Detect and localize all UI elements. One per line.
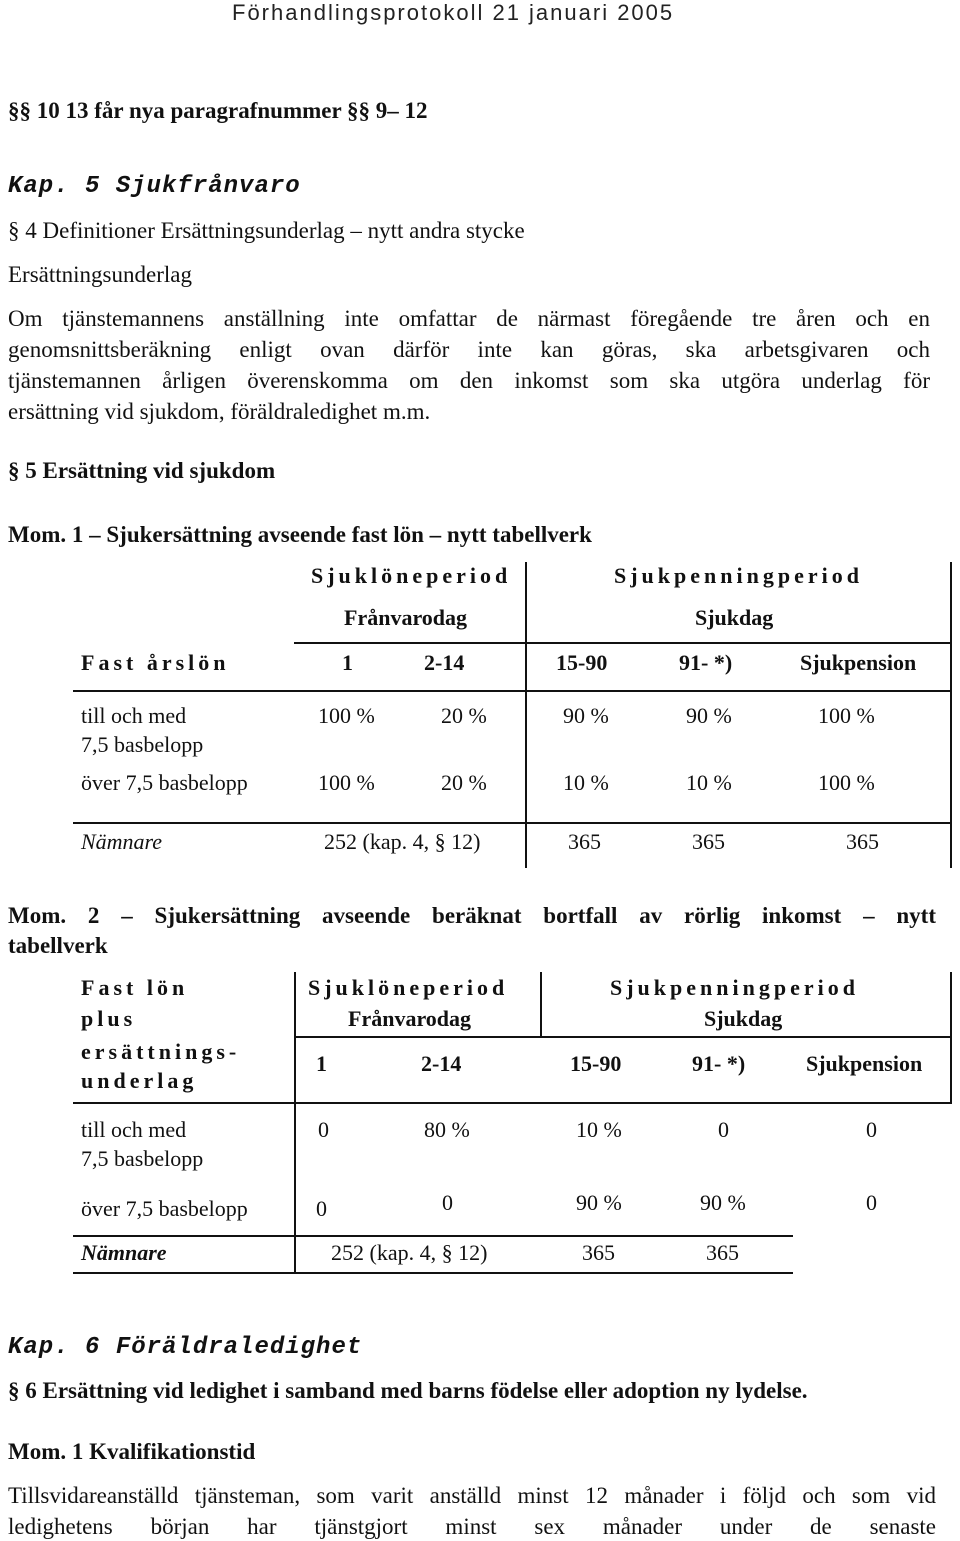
body-line: genomsnittsberäkning enligt ovan därför inte kan göras, ska arbetsgivaren och	[8, 337, 930, 362]
column-header: 2-14	[424, 650, 465, 675]
group-header-sjukpenningperiod: Sjukpenningperiod	[610, 975, 859, 1000]
table-cell: 365	[692, 829, 725, 854]
table-rule	[73, 690, 952, 692]
column-header: 1	[342, 650, 353, 675]
row-header-line: Fast lön	[81, 975, 189, 1000]
section-6-heading: § 6 Ersättning vid ledighet i samband med barns födelse eller adoption ny lydelse.	[8, 1378, 808, 1403]
table-cell: 20 %	[441, 770, 487, 795]
mom1-heading: Mom. 1 – Sjukersättning avseende fast lön – nytt tabellverk	[8, 522, 592, 547]
table-rule	[73, 1272, 793, 1274]
row-label: över 7,5 basbelopp	[81, 1196, 248, 1221]
table-cell: 0	[318, 1117, 329, 1142]
table-cell: 90 %	[576, 1190, 622, 1215]
table-cell: 10 %	[563, 770, 609, 795]
table-cell: 0	[866, 1190, 877, 1215]
group-subheader-franvarodag: Frånvarodag	[348, 1006, 472, 1031]
group-subheader-sjukdag: Sjukdag	[695, 605, 774, 630]
column-header: 15-90	[556, 650, 608, 675]
section-4-heading: § 4 Definitioner Ersättningsunderlag – nytt andra stycke	[8, 218, 525, 243]
table-cell: 20 %	[441, 703, 487, 728]
table-cell: 365	[582, 1240, 615, 1265]
mom2-heading: Mom. 2 – Sjukersättning avseende beräknat bortfall av rörlig inkomst – nytt	[8, 903, 936, 928]
table-cell: 10 %	[686, 770, 732, 795]
table-cell: 80 %	[424, 1117, 470, 1142]
chapter-5-title: Kap. 5 Sjukfrånvaro	[8, 173, 301, 200]
table-cell: 100 %	[818, 770, 875, 795]
table-divider	[540, 972, 542, 1037]
column-header: 15-90	[570, 1051, 622, 1076]
group-header-sjukloneperiod: Sjuklöneperiod	[308, 975, 509, 1000]
column-header: Sjukpension	[800, 650, 917, 675]
row-header-line: underlag	[81, 1068, 198, 1093]
table-cell: 90 %	[563, 703, 609, 728]
table-cell: 0	[442, 1190, 453, 1215]
column-header: Sjukpension	[806, 1051, 923, 1076]
table-cell: 0	[316, 1196, 327, 1221]
table-cell: 0	[718, 1117, 729, 1142]
table-cell: 90 %	[686, 703, 732, 728]
row-label: till och med	[81, 1117, 187, 1142]
table-cell: 252 (kap. 4, § 12)	[331, 1240, 488, 1265]
body-line: tjänstemannen årligen överenskomma om den inkomst som ska utgöra underlag för	[8, 368, 930, 393]
row-label: över 7,5 basbelopp	[81, 770, 248, 795]
group-header-sjukloneperiod: Sjuklöneperiod	[311, 563, 512, 588]
row-header-fast-arslon: Fast årslön	[81, 650, 230, 675]
running-header: Förhandlingsprotokoll 21 januari 2005	[232, 0, 675, 25]
row-label: 7,5 basbelopp	[81, 732, 204, 757]
body-line: Om tjänstemannens anställning inte omfattar de närmast föregående tre åren och en	[8, 306, 930, 331]
body-line: ledighetens början har tjänstgjort minst sex månader under de senaste	[8, 1514, 936, 1539]
table-cell: 365	[568, 829, 601, 854]
table-cell: 252 (kap. 4, § 12)	[324, 829, 481, 854]
table-cell: 100 %	[318, 703, 375, 728]
row-label: till och med	[81, 703, 187, 728]
subheading-ersattningsunderlag: Ersättningsunderlag	[8, 262, 192, 287]
table-rule	[73, 1235, 793, 1237]
column-header: 91- *)	[692, 1051, 746, 1076]
denominator-label: Nämnare	[81, 1240, 167, 1265]
table-rule	[73, 822, 952, 824]
group-header-sjukpenningperiod: Sjukpenningperiod	[614, 563, 863, 588]
table-rule	[73, 1102, 952, 1104]
mom1-kvalifikationstid-heading: Mom. 1 Kvalifikationstid	[8, 1439, 256, 1464]
row-label: 7,5 basbelopp	[81, 1146, 204, 1171]
body-line: Tillsvidareanställd tjänsteman, som varit anställd minst 12 månader i följd och som vid	[8, 1483, 936, 1508]
section-5-heading: § 5 Ersättning vid sjukdom	[8, 458, 276, 483]
table-cell: 100 %	[818, 703, 875, 728]
body-line: ersättning vid sjukdom, föräldraledighet m.m.	[8, 399, 431, 424]
denominator-label: Nämnare	[81, 829, 163, 854]
column-header: 91- *)	[679, 650, 733, 675]
group-subheader-sjukdag: Sjukdag	[704, 1006, 783, 1031]
table-rule	[294, 1036, 952, 1038]
table-cell: 90 %	[700, 1190, 746, 1215]
table-cell: 100 %	[318, 770, 375, 795]
renumber-heading: §§ 10 13 får nya paragrafnummer §§ 9– 12	[8, 98, 428, 123]
column-header: 2-14	[421, 1051, 462, 1076]
table-divider	[294, 972, 296, 1274]
chapter-6-title: Kap. 6 Föräldraledighet	[8, 1334, 363, 1361]
table-rule	[294, 642, 952, 644]
table-cell: 365	[846, 829, 879, 854]
column-header: 1	[316, 1051, 327, 1076]
table-cell: 10 %	[576, 1117, 622, 1142]
table-cell: 365	[706, 1240, 739, 1265]
row-header-line: plus	[81, 1006, 137, 1031]
row-header-line: ersättnings-	[81, 1039, 241, 1064]
mom2-heading-continued: tabellverk	[8, 933, 108, 958]
group-subheader-franvarodag: Frånvarodag	[344, 605, 468, 630]
table-cell: 0	[866, 1117, 877, 1142]
